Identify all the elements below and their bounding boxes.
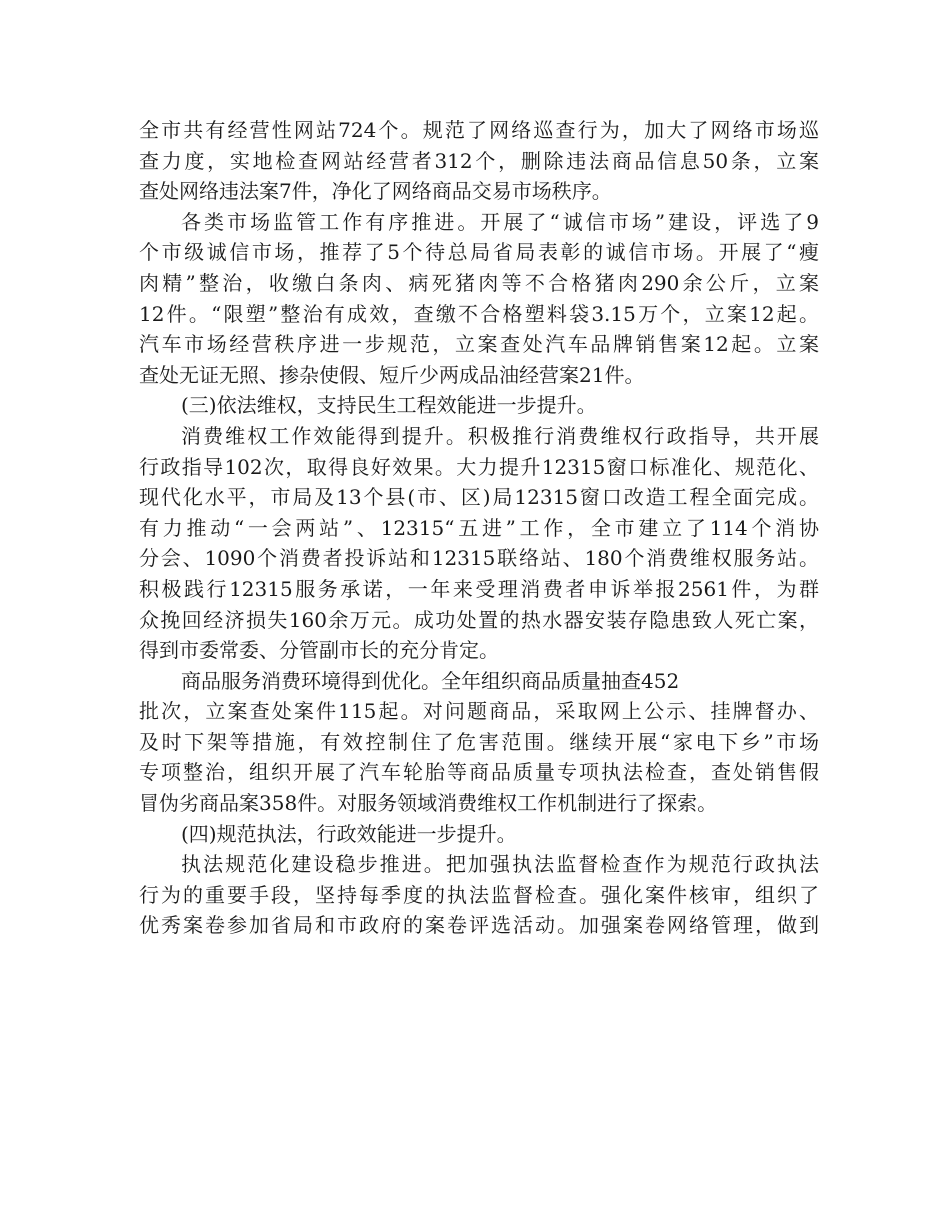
text-line: 批次，立案查处案件115起。对问题商品，采取网上公示、挂牌督办、 bbox=[139, 699, 819, 724]
text-line: 专项整治，组织开展了汽车轮胎等商品质量专项执法检查，查处销售假 bbox=[139, 760, 819, 785]
text-line: 查力度，实地检查网站经营者312个，删除违法商品信息50条，立案 bbox=[139, 148, 819, 173]
text-line: 得到市委常委、分管副市长的充分肯定。 bbox=[139, 638, 499, 663]
text-line: 行为的重要手段，坚持每季度的执法监督检查。强化案件核审，组织了 bbox=[139, 882, 819, 907]
text-line: 积极践行12315服务承诺，一年来受理消费者申诉举报2561件，为群 bbox=[139, 576, 819, 601]
text-line: 众挽回经济损失160余万元。成功处置的热水器安装存隐患致人死亡案， bbox=[139, 607, 819, 632]
text-line: 现代化水平，市局及13个县(市、区)局12315窗口改造工程全面完成。 bbox=[139, 485, 819, 510]
text-line: 冒伪劣商品案358件。对服务领域消费维权工作机制进行了探索。 bbox=[139, 791, 718, 816]
text-line: 分会、1090个消费者投诉站和12315联络站、180个消费维权服务站。 bbox=[139, 546, 819, 571]
text-line: (四)规范执法，行政效能进一步提升。 bbox=[181, 821, 517, 846]
text-line: 各类市场监管工作有序推进。开展了“诚信市场”建设，评选了9 bbox=[181, 209, 819, 234]
text-line: 汽车市场经营秩序进一步规范，立案查处汽车品牌销售案12起。立案 bbox=[139, 332, 819, 357]
text-line: 商品服务消费环境得到优化。全年组织商品质量抽查452 bbox=[181, 668, 680, 693]
text-line: 执法规范化建设稳步推进。把加强执法监督检查作为规范行政执法 bbox=[181, 852, 819, 877]
text-line: 查处无证无照、掺杂使假、短斤少两成品油经营案21件。 bbox=[139, 362, 645, 387]
text-line: 消费维权工作效能得到提升。积极推行消费维权行政指导，共开展 bbox=[181, 423, 819, 448]
text-line: 优秀案卷参加省局和市政府的案卷评选活动。加强案卷网络管理，做到 bbox=[139, 913, 819, 938]
text-line: 肉精”整治，收缴白条肉、病死猪肉等不合格猪肉290余公斤，立案 bbox=[139, 270, 819, 295]
text-line: 及时下架等措施，有效控制住了危害范围。继续开展“家电下乡”市场 bbox=[139, 729, 819, 754]
text-line: 有力推动“一会两站”、12315“五进”工作，全市建立了114个消协 bbox=[139, 515, 819, 540]
text-line: 全市共有经营性网站724个。规范了网络巡查行为，加大了网络市场巡 bbox=[139, 118, 819, 142]
text-line: 个市级诚信市场，推荐了5个待总局省局表彰的诚信市场。开展了“瘦 bbox=[139, 240, 819, 265]
text-line: 行政指导102次，取得良好效果。大力提升12315窗口标准化、规范化、 bbox=[139, 454, 819, 479]
body-text bbox=[139, 115, 819, 941]
text-line: 12件。“限塑”整治有成效，查缴不合格塑料袋3.15万个，立案12起。 bbox=[139, 301, 819, 326]
text-line: (三)依法维权，支持民生工程效能进一步提升。 bbox=[181, 393, 597, 418]
text-line: 查处网络违法案7件，净化了网络商品交易市场秩序。 bbox=[139, 179, 612, 204]
